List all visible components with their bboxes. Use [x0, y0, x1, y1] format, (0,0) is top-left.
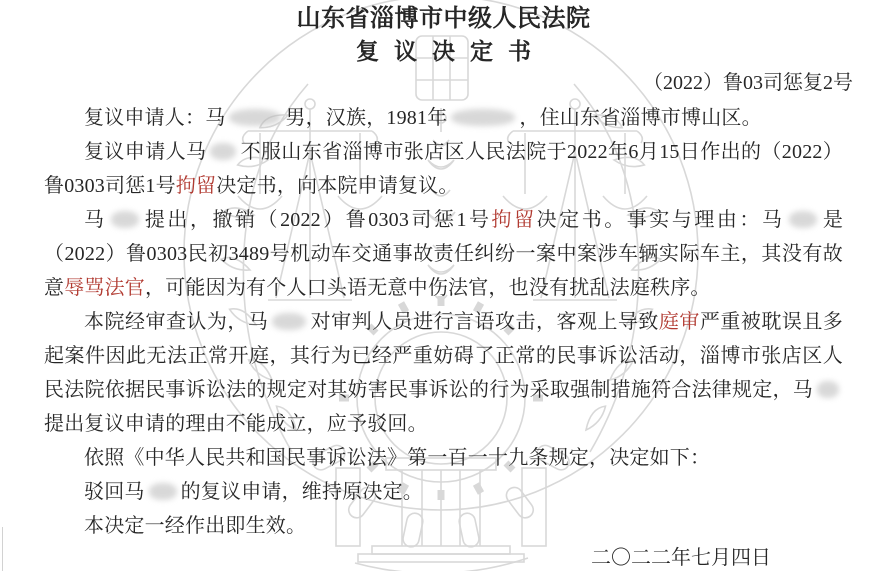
redacted-text — [111, 211, 139, 228]
redacted-text — [272, 313, 306, 330]
text-run: ，住山东省淄博市博山区。 — [519, 107, 762, 129]
redacted-text — [789, 211, 817, 228]
page-edge-artifact — [2, 527, 3, 571]
paragraph — [44, 305, 843, 441]
text-run: 复议申请人：马 — [84, 107, 226, 129]
redacted-text — [229, 109, 281, 126]
text-run: 依照《中华人民共和国民事诉讼法》第一百一十九条规定，决定如下： — [84, 447, 711, 469]
text-run: ，可能因为有个人口头语无意中伤法官，也没有扰乱法庭秩序。 — [145, 277, 711, 299]
paragraph — [44, 441, 843, 475]
text-run: 对审判人员进行言语攻击，客观上导致 — [310, 311, 659, 333]
text-run: 马 — [84, 209, 107, 231]
paragraph — [44, 135, 843, 203]
text-run: 决定书，向本院申请复议。 — [216, 175, 459, 197]
red-highlight-text: 辱骂法官 — [64, 277, 146, 299]
paragraph — [44, 509, 843, 543]
text-run: 本院经审查认为，马 — [84, 311, 269, 333]
text-run: 提出，撤销（2022）鲁0303司惩1号 — [142, 209, 492, 231]
redacted-text — [210, 143, 236, 160]
text-run: 严重被耽误且多起案件因此无法正常开庭，其行为已经严重妨碍了正常的民事诉讼活动，淄博市张店区人民法院依据民事诉讼法的规定对其妨害民事诉讼的行为采取强制措施符合法律规定，马 — [44, 311, 843, 401]
red-highlight-text: 拘留 — [175, 175, 217, 197]
case-number: （2022）鲁03司惩复2号 — [643, 72, 853, 94]
redacted-text — [149, 483, 177, 500]
text-run: 是（2022）鲁0303民初3489号机动车交通事故责任纠纷一案中案涉车辆实际车主，其没有故意 — [44, 209, 844, 299]
text-run: 不服山东省淄博市张店区人民法院于2022年6月15日作出的（2022）鲁0303司惩1号 — [44, 141, 844, 197]
paragraph — [44, 475, 843, 509]
text-run: 的复议申请，维持原决定。 — [180, 481, 424, 503]
text-run: 复议申请人马 — [84, 141, 207, 163]
paragraph — [44, 203, 843, 305]
red-highlight-text: 庭审 — [658, 311, 700, 333]
red-highlight-text: 拘留 — [491, 209, 537, 231]
text-run: 本决定一经作出即生效。 — [84, 515, 307, 537]
redacted-text — [451, 109, 515, 126]
document-date: 二〇二二年七月四日 — [591, 547, 771, 569]
court-name: 山东省淄博市中级人民法院 — [296, 6, 591, 32]
text-run: 决定书。事实与理由：马 — [536, 209, 785, 231]
text-run: 驳回马 — [84, 481, 145, 503]
text-run: 男，汉族，1981年 — [285, 107, 448, 129]
document-type-title: 复议决定书 — [356, 39, 546, 64]
document-body — [44, 101, 843, 543]
text-run: 提出复议申请的理由不能成立，应予驳回。 — [44, 413, 428, 435]
redacted-text — [817, 381, 839, 398]
paragraph — [44, 101, 843, 135]
